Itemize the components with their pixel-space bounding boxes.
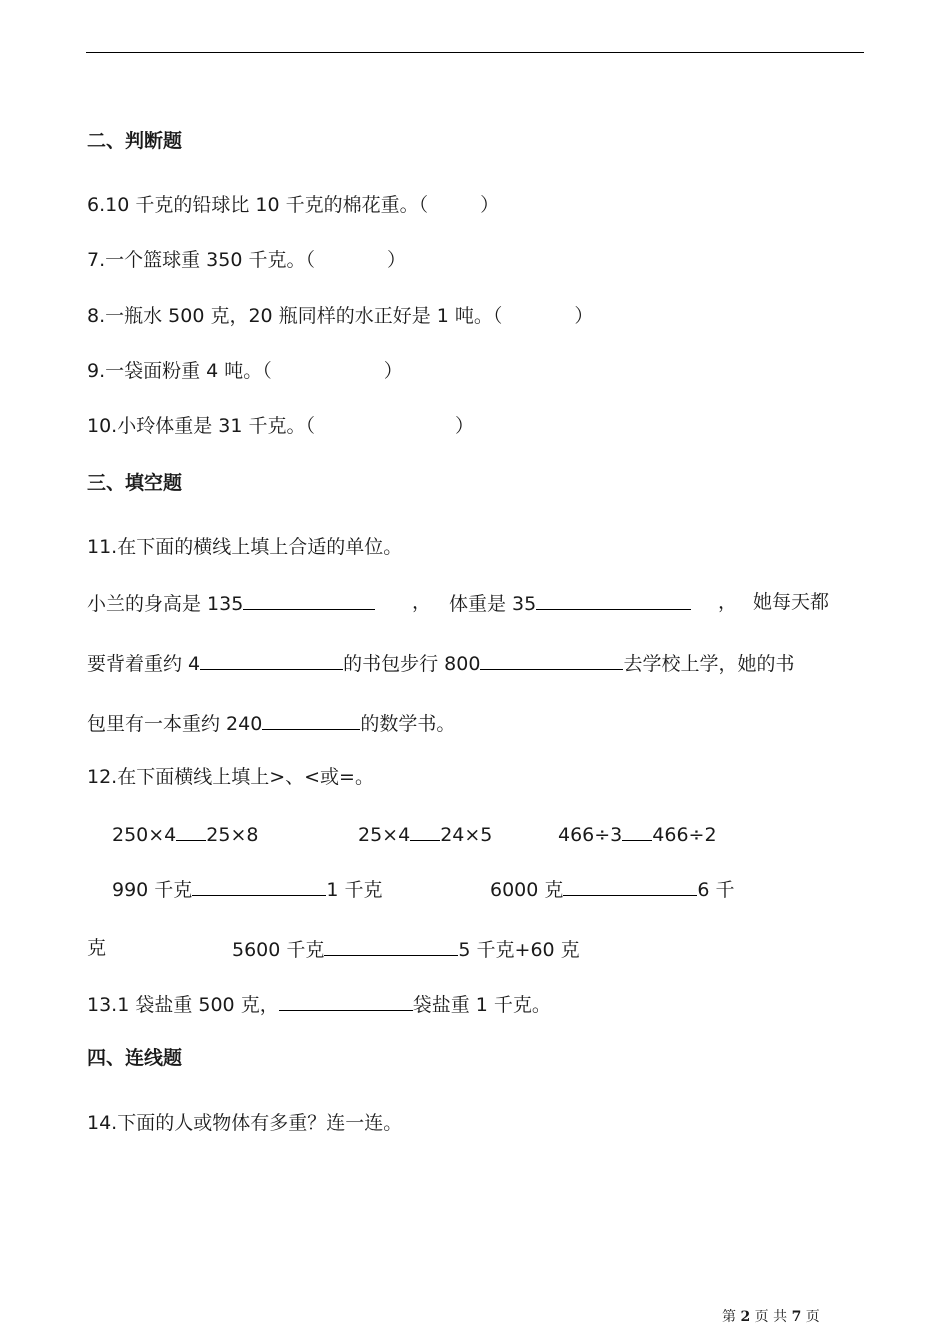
q11-text-a: 小兰的身高是 135: [87, 593, 244, 615]
compare-f: [232, 935, 580, 963]
blank-salt-bags[interactable]: [279, 990, 413, 1011]
compare-e-right: 6 千: [697, 879, 735, 901]
section-title-judge: 二、判断题: [87, 130, 183, 152]
blank-compare-f[interactable]: [324, 935, 458, 956]
page-footer: [722, 1306, 820, 1326]
question-9: [87, 358, 403, 384]
q11-text-i: 包里有一本重约 240: [87, 713, 263, 735]
q11-text-c: 体重是 35: [449, 593, 537, 615]
compare-a-right: 25×8: [206, 824, 259, 846]
close-paren: ）: [574, 305, 594, 327]
footer-prefix: 第: [722, 1309, 736, 1325]
close-paren: ）: [454, 415, 474, 437]
q11-text-f: 要背着重约 4: [87, 653, 201, 675]
compare-e-wrap: 克: [87, 937, 107, 959]
question-11-line-2: [87, 649, 794, 677]
compare-a: [112, 820, 258, 848]
close-paren: ）: [386, 249, 406, 271]
q11-text-e: 她每天都: [753, 591, 830, 613]
compare-b-left: 25×4: [358, 824, 411, 846]
q11-comma-1: ，: [412, 591, 432, 613]
q13-text-b: 袋盐重 1 千克。: [412, 994, 551, 1016]
close-paren: ）: [383, 360, 403, 382]
question-7: [87, 247, 406, 273]
question-14: 14.下面的人或物体有多重？连一连。: [87, 1112, 403, 1134]
compare-c: [558, 820, 717, 848]
compare-d-left: 990 千克: [112, 879, 193, 901]
compare-f-right: 5 千克+60 克: [458, 939, 580, 961]
question-11-title: 11.在下面的横线上填上合适的单位。: [87, 536, 403, 558]
close-paren: ）: [480, 194, 500, 216]
question-7-text: 7.一个篮球重 350 千克。（: [87, 249, 315, 271]
footer-suffix: 页: [805, 1309, 820, 1325]
question-6: [87, 192, 499, 218]
compare-b: [358, 820, 492, 848]
q13-text-a: 13.1 袋盐重 500 克，: [87, 994, 279, 1016]
q11-text-g: 的书包步行 800: [343, 653, 481, 675]
compare-c-right: 466÷2: [652, 824, 717, 846]
compare-f-left: 5600 千克: [232, 939, 325, 961]
section-title-fill: 三、填空题: [87, 472, 183, 494]
question-13: [87, 990, 551, 1018]
blank-distance-unit[interactable]: [480, 649, 623, 670]
question-10-text: 10.小玲体重是 31 千克。（: [87, 415, 315, 437]
page-total: 7: [791, 1309, 802, 1325]
blank-bag-unit[interactable]: [200, 649, 343, 670]
question-6-text: 6.10 千克的铅球比 10 千克的棉花重。（: [87, 194, 429, 216]
question-11-line-3: [87, 709, 455, 737]
section-title-connect: 四、连线题: [87, 1047, 183, 1069]
compare-e: [490, 875, 735, 903]
compare-b-right: 24×5: [440, 824, 493, 846]
question-8: [87, 303, 593, 329]
header-rule: [86, 52, 864, 53]
question-8-text: 8.一瓶水 500 克，20 瓶同样的水正好是 1 吨。（: [87, 305, 503, 327]
blank-compare-d[interactable]: [192, 875, 326, 896]
blank-compare-b[interactable]: [410, 820, 440, 841]
question-12-title: 12.在下面横线上填上>、<或=。: [87, 766, 374, 788]
q11-comma-2: ，: [718, 591, 738, 613]
question-10: [87, 413, 474, 439]
question-11-line-1b: [449, 589, 691, 617]
blank-compare-a[interactable]: [176, 820, 206, 841]
question-11-line-1: [87, 589, 375, 617]
page-number: 2: [740, 1309, 751, 1325]
q11-text-j: 的数学书。: [360, 713, 456, 735]
blank-compare-c[interactable]: [622, 820, 652, 841]
compare-d-right: 1 千克: [326, 879, 383, 901]
compare-c-left: 466÷3: [558, 824, 623, 846]
compare-e-left: 6000 克: [490, 879, 564, 901]
blank-height-unit[interactable]: [243, 589, 375, 610]
compare-a-left: 250×4: [112, 824, 177, 846]
blank-weight-unit[interactable]: [536, 589, 691, 610]
blank-book-unit[interactable]: [262, 709, 360, 730]
question-9-text: 9.一袋面粉重 4 吨。（: [87, 360, 272, 382]
q11-text-h: 去学校上学，她的书: [623, 653, 795, 675]
compare-d: [112, 875, 382, 903]
blank-compare-e[interactable]: [563, 875, 697, 896]
footer-middle: 页 共: [754, 1309, 788, 1325]
